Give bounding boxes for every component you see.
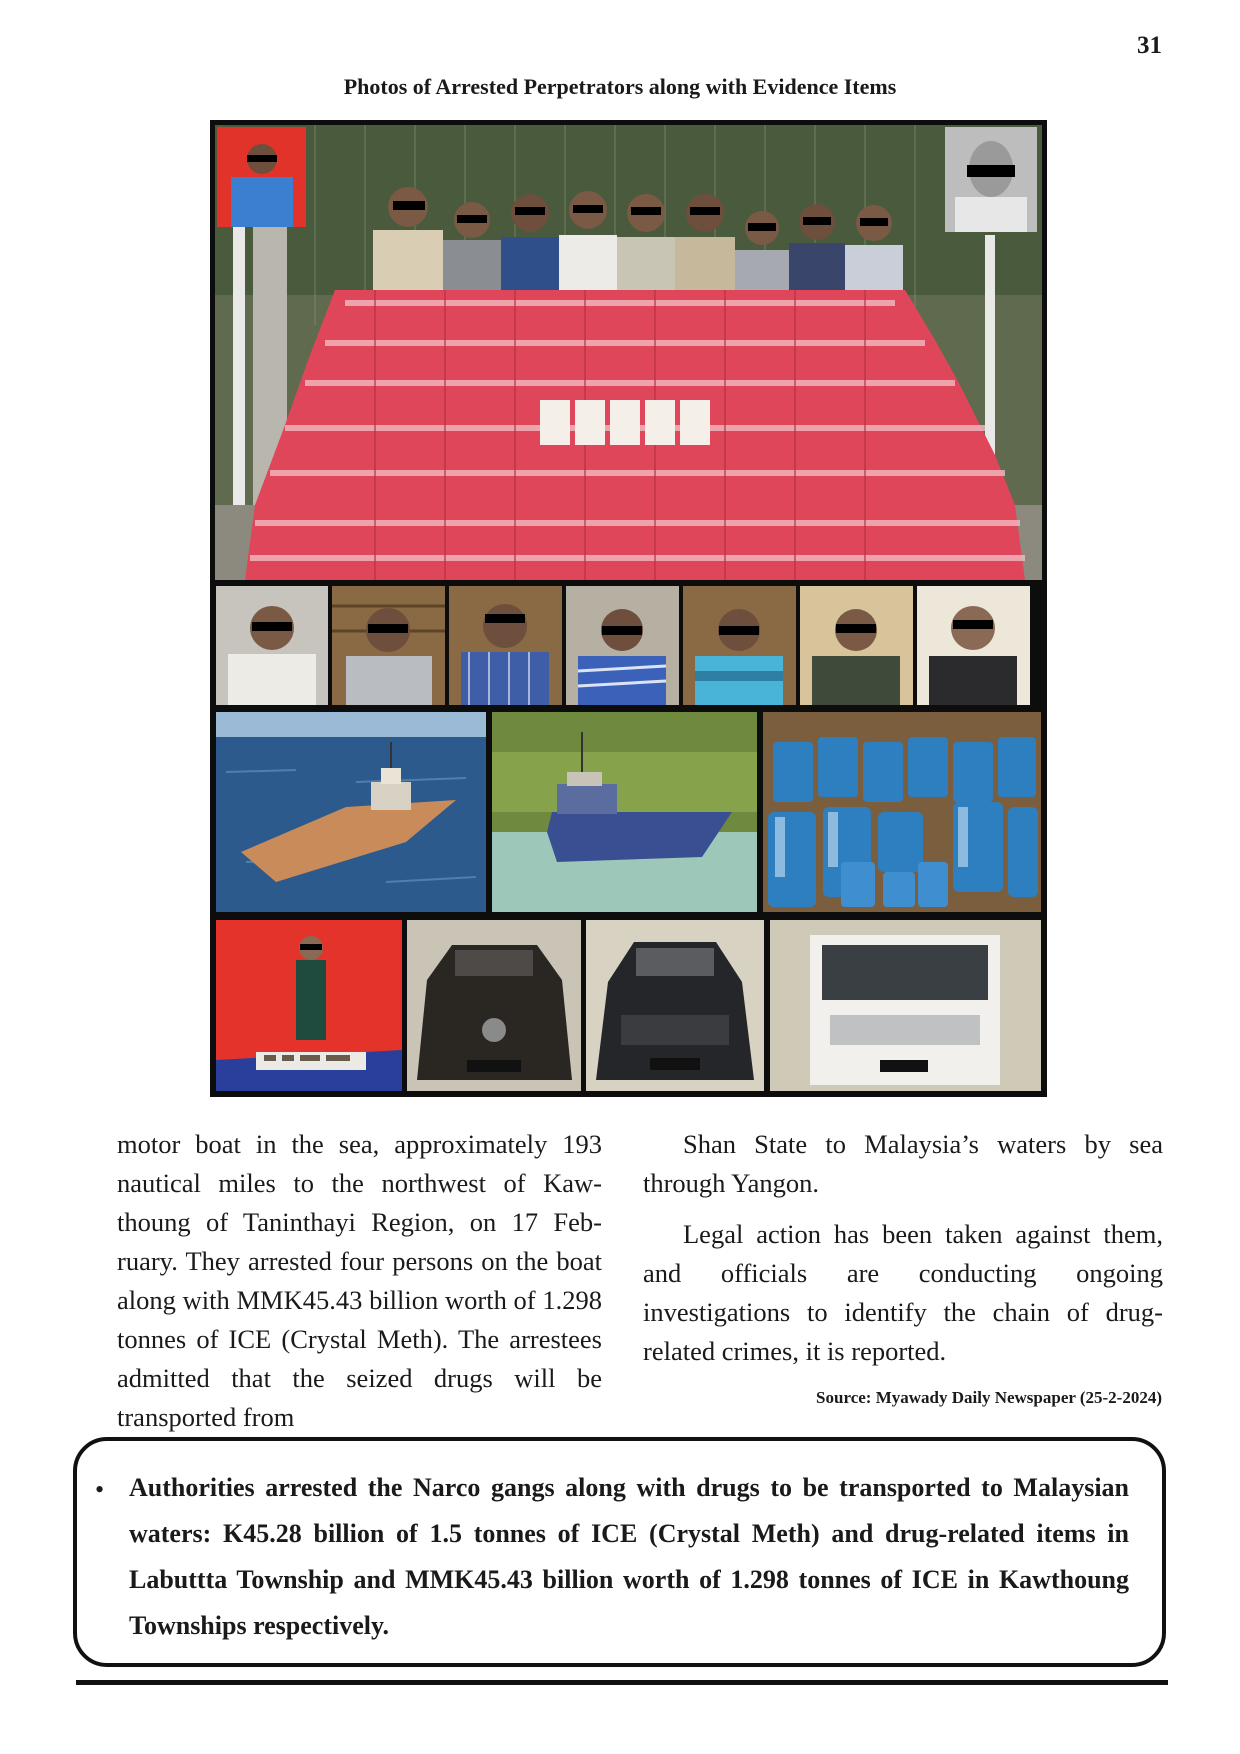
arrestee-portrait-6 <box>800 586 913 705</box>
arrested-woman-with-evidence-photo <box>216 920 402 1091</box>
seized-car-1-photo <box>407 920 581 1091</box>
arrestee-portrait-1 <box>216 586 328 705</box>
inset-portrait-left <box>217 127 306 227</box>
boat-in-mangroves-photo <box>492 712 757 912</box>
summary-highlight-box <box>73 1437 1166 1667</box>
bullet-icon: • <box>95 1475 105 1504</box>
right-column-paragraph-2: Legal action has been taken against them, and officials are conducting ongoing investigations to identify the chain of drug-related crimes, it is reported. <box>643 1219 1163 1366</box>
page-number: 31 <box>1137 32 1162 59</box>
article-right-column <box>643 1125 1163 1371</box>
boat-at-sea-photo <box>216 712 486 912</box>
photo-caption: Photos of Arrested Perpetrators along with Evidence Items <box>343 74 897 99</box>
article-left-column <box>117 1125 602 1437</box>
arrestee-portrait-2 <box>332 586 445 705</box>
right-column-paragraph-1: Shan State to Malaysia’s waters by sea through Yangon. <box>643 1129 1163 1198</box>
arrestee-portrait-4 <box>566 586 679 705</box>
inset-portrait-right <box>945 127 1037 232</box>
source-citation: Source: Myawady Daily Newspaper (25-2-2024) <box>816 1388 1162 1407</box>
photo-collage <box>210 120 1047 1097</box>
chemical-containers-photo <box>763 712 1041 912</box>
left-column-text: motor boat in the sea, approximately 193 nautical miles to the northwest of Kaw-thoung of Taninthayi Region, on 17 Feb-ruary. They arrested four persons on the boat along with MMK45.43 billion worth of 1.298 tonnes of ICE (Crystal Meth). The arrestees admitted that the seized drugs will be transported from <box>117 1129 602 1432</box>
arrestee-portrait-7 <box>917 586 1030 705</box>
footer-rule <box>76 1680 1168 1685</box>
main-seizure-photo <box>215 125 1042 580</box>
arrestee-portrait-5 <box>683 586 796 705</box>
seized-truck-photo <box>770 920 1041 1091</box>
summary-text: Authorities arrested the Narco gangs along with drugs to be transported to Malaysian waters: K45.28 billion of 1.5 tonnes of ICE (Crystal Meth) and drug-related items in Labuttta Township and MMK45.43 billion worth of 1.298 tonnes of ICE in Kawthoung Townships respectively. <box>129 1473 1129 1640</box>
arrestee-portrait-3 <box>449 586 562 705</box>
seized-car-2-photo <box>586 920 764 1091</box>
